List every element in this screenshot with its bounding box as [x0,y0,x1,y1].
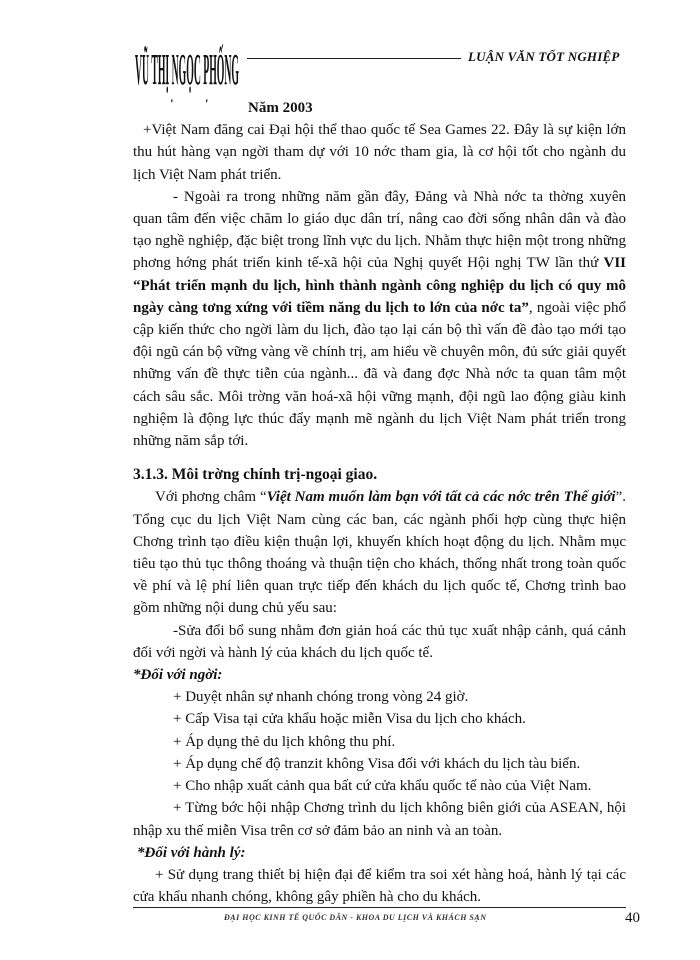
header-rule [247,58,461,59]
page-number: 40 [625,910,640,926]
page-content [133,97,626,908]
list-item: + Cấp Visa tại cửa khẩu hoặc miễn Visa du lịch cho khách. [173,711,526,728]
logo-ticks: ' ' [170,96,223,111]
paragraph-amendment: -Sửa đổi bổ sung nhằm đơn giản hoá các thủ tục xuất nhập cảnh, quá cảnh đối với ngời và hành lý của khách du lịch quốc tế. [133,622,626,661]
subheading-people: *Đối với ngời: [133,667,223,684]
paragraph-policy [133,186,626,452]
header-title: LUẬN VĂN TỐT NGHIỆP [468,49,620,64]
motto-quote: Việt Nam muốn làm bạn với tất cả các nớc trên Thế giới [266,489,616,506]
list-item: + Duyệt nhân sự nhanh chóng trong vòng 24 giờ. [173,689,469,706]
year-heading: Năm 2003 [248,100,313,116]
paragraph-policy-start: - Ngoài ra trong những năm gần đây, Đảng và Nhà nớc ta thờng xuyên quan tâm đến việc chăm lo giáo dục dân trí, nâng cao đời sống nhân dân và đào tạo nghề nghiệp, đặc biệt trong lĩnh vực du lịch. Nhằm thực hiện một trong những phơng hớng phát triển kinh tế-xã hội của Nghị quyết Hội nghị TW lần thứ [133,188,626,272]
paragraph-motto [133,486,626,619]
section-heading: 3.1.3. Môi trờng chính trị-ngoại giao. [133,466,378,484]
paragraph-motto-end: ”. Tổng cục du lịch Việt Nam cùng các ban, các ngành phối hợp cùng thực hiện Chơng trình tạo điều kiện thuận lợi, khuyến khích hoạt động du lịch. Nhằm mục tiêu tạo thủ tục thông thoáng và thuận tiện cho khách, thống nhất trong toàn quốc về phí và lệ phí liên quan trực tiếp đến khách du lịch quốc tế, Chơng trình bao gồm những nội dung chủ yếu sau: [133,489,626,617]
paragraph-asean: + Từng bớc hội nhập Chơng trình du lịch không biên giới của ASEAN, hội nhập xu thế miễn Visa trên cơ sở đảm bảo an ninh và an toàn. [133,800,626,839]
author-logo [133,32,317,98]
resolution-quote: VII “Phát triển mạnh du lịch, hình thành ngành công nghiệp du lịch có quy mô ngày càng tơng xứng với tiềm năng du lịch to lớn của nớc ta” [133,255,626,316]
subheading-luggage: *Đối với hành lý: [137,844,246,861]
list-item: + Áp dụng chế độ tranzit không Visa đối với khách du lịch tàu biển. [173,755,581,772]
paragraph-policy-end: , ngoài việc phổ cập kiến thức cho ngời làm du lịch, đào tạo lại cán bộ thì vấn đề đào tạo mới tạo đội ngũ cán bộ vững vàng về chính trị, am hiểu về chuyên môn, đủ sức giải quyết những vấn đề thực tiễn của ngành... đã và đang đợc Nhà nớc ta quan tâm một cách sâu sắc. Môi trờng văn hoá-xã hội vững mạnh, đội ngũ lao động giàu kinh nghiệm là động lực thúc đẩy mạnh mẽ ngành du lịch Việt Nam phát triển trong những năm sắp tới. [133,299,626,450]
list-item: + Cho nhập xuất cảnh qua bất cứ cửa khẩu quốc tế nào của Việt Nam. [173,778,592,795]
paragraph-motto-start: Với phơng châm “ [155,489,267,506]
footer-text: ĐẠI HỌC KINH TẾ QUỐC DÂN - KHOA DU LỊCH VÀ KHÁCH SẠN [224,913,487,922]
author-logo-text: VŨ THỊ NGỌC PHỐNG [135,45,317,95]
list-item: + Áp dụng thẻ du lịch không thu phí. [173,733,396,750]
paragraph-sea-games: +Việt Nam đăng cai Đại hội thể thao quốc tế Sea Games 22. Đây là sự kiện lớn thu hút hàng vạn ngời tham dự với 10 nớc tham gia, là cơ hội tốt cho ngành du lịch Việt Nam phát triển. [133,122,626,183]
paragraph-luggage: + Sử dụng trang thiết bị hiện đại để kiểm tra soi xét hàng hoá, hành lý tại các cửa khẩu nhanh chóng, không gây phiền hà cho du khách. [133,866,626,906]
footer-rule [133,907,626,908]
